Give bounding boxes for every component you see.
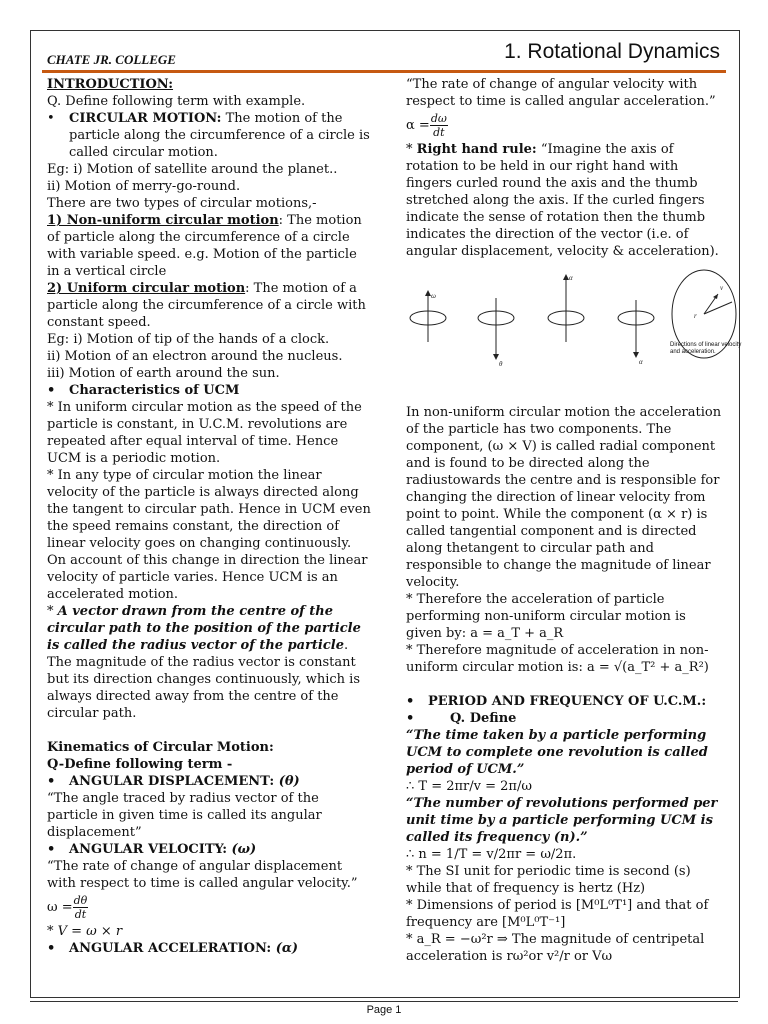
char-2: * In any type of circular motion the linear velocity of the particle is always directed along the tangent to circular path. Hence in UCM even the speed remains constant, the direction of linear velocity goes on changing continuously. On account of this change in direction the linear velocity of particle varies. Hence UCM is an accelerated motion. [47,468,371,602]
nonuniform-def: 1) Non-uniform circular motion: The motion of particle along the circumference of a circle with variable speed. e.g. Motion of the particle in a vertical circle [47,213,362,279]
svg-text:v: v [720,284,724,292]
page-number: Page 1 [366,1004,402,1016]
right-column [406,76,742,965]
q-define-2: Q-Define following term - [47,757,233,772]
dimensions: * Dimensions of period is [M⁰L⁰T¹] and that of frequency are [M⁰L⁰T⁻¹] [406,898,709,930]
svg-text:α: α [569,274,573,282]
nonuniform-components: In non-uniform circular motion the acceleration of the particle has two components. The component, (ω × V) is called radial component and is found to be directed along the radiustowards the centre and is responsible for changing the direction of linear velocity from point to point. While the component (α × r) is called tangential component and is directed along thetangent to circular path and responsible to change the magnitude of linear velocity. [406,405,722,590]
therefore-magnitude: * Therefore magnitude of acceleration in non-uniform circular motion is: a = √(a_T² + a_R²) [406,643,709,675]
period-formula: ∴ T = 2πr/v = 2π/ω [406,779,532,794]
left-column [47,76,372,957]
frequency-formula: ∴ n = 1/T = v/2πr = ω/2π. [406,847,577,862]
footer-rule [30,1001,738,1002]
angular-displacement-def: “The angle traced by radius vector of the particle in given time is called its angular displacement” [47,791,322,840]
right-hand-rule-diagrams [406,268,746,400]
rotation-figures [406,268,742,400]
centripetal: * a_R = −ω²r ⇒ The magnitude of centripetal acceleration is rω²or v²/r or Vω [406,932,705,964]
angular-acceleration-def: “The rate of change of angular velocity with respect to time is called angular acceleration.” [406,77,716,109]
kinematics-heading: Kinematics of Circular Motion: [47,740,274,755]
intro-heading: INTRODUCTION: [47,77,174,92]
omega-formula: ω = $\frac{d\theta}{dt}$ [47,894,88,921]
q-define: Q. Define following term with example. [47,94,306,109]
uniform-def: 2) Uniform circular motion: The motion of a particle along the circumference of a circle with constant speed. [47,281,366,330]
svg-text:r: r [694,312,697,320]
char-heading: • Characteristics of UCM [47,383,240,398]
si-unit: * The SI unit for periodic time is second (s) while that of frequency is hertz (Hz) [406,864,691,896]
header-rule [42,70,726,73]
angular-acceleration-term: • ANGULAR ACCELERATION: (α) [47,941,299,956]
svg-text:θ: θ [499,360,503,368]
svg-text:ω: ω [431,292,436,300]
q-define-3: • Q. Define [406,711,517,726]
period-heading: • PERIOD AND FREQUENCY OF U.C.M.: [406,694,707,709]
angular-displacement-term: • ANGULAR DISPLACEMENT: (θ) [47,774,300,789]
therefore-acceleration: * Therefore the acceleration of particle performing non-uniform circular motion is given by: a = a_T + a_R [406,592,686,641]
example-2: ii) Motion of merry-go-round. [47,179,241,194]
char-1: * In uniform circular motion as the speed of the particle is constant, in U.C.M. revolutions are repeated after equal interval of time. Hence UCM is a periodic motion. [47,400,362,466]
circular-motion-item: • CIRCULAR MOTION: The motion of the particle along the circumference of a circle is called circular motion. [47,111,370,160]
alpha-formula: α = $\frac{d\omega}{dt}$ [406,112,447,139]
svg-text:α: α [639,358,643,366]
chapter-title: 1. Rotational Dynamics [504,40,720,63]
radius-vector-def: * A vector drawn from the centre of the circular path to the position of the particle is called the radius vector of the particle. The magnitude of the radius vector is constant but its direction changes continuously, which is always directed away from the centre of the circular path. [47,604,361,721]
example-1: Eg: i) Motion of satellite around the planet.. [47,162,338,177]
two-types: There are two types of circular motions,- [47,196,317,211]
frequency-def: “The number of revolutions performed per unit time by a particle performing UCM is called its frequency (n).” [406,796,718,845]
angular-velocity-term: • ANGULAR VELOCITY: (ω) [47,842,257,857]
period-def: “The time taken by a particle performing UCM to complete one revolution is called period of UCM.” [406,728,708,777]
uniform-example-1: Eg: i) Motion of tip of the hands of a clock. [47,332,330,347]
uniform-example-3: iii) Motion of earth around the sun. [47,366,280,381]
angular-velocity-def: “The rate of change of angular displacement with respect to time is called angular velocity.” [47,859,358,891]
right-hand-rule: * Right hand rule: “Imagine the axis of rotation to be held in our right hand with fingers curled round the axis and the thumb stretched along the axis. If the curled fingers indicate the sense of rotation then the thumb indicates the direction of the vector (i.e. of angular displacement, velocity & acceleration). [406,142,719,259]
v-formula: * V = ω × r [47,924,123,939]
college-name: CHATE JR. COLLEGE [47,52,176,67]
uniform-example-2: ii) Motion of an electron around the nucleus. [47,349,343,364]
figure-caption: Directions of linear velocity and acceleration. [670,342,742,355]
